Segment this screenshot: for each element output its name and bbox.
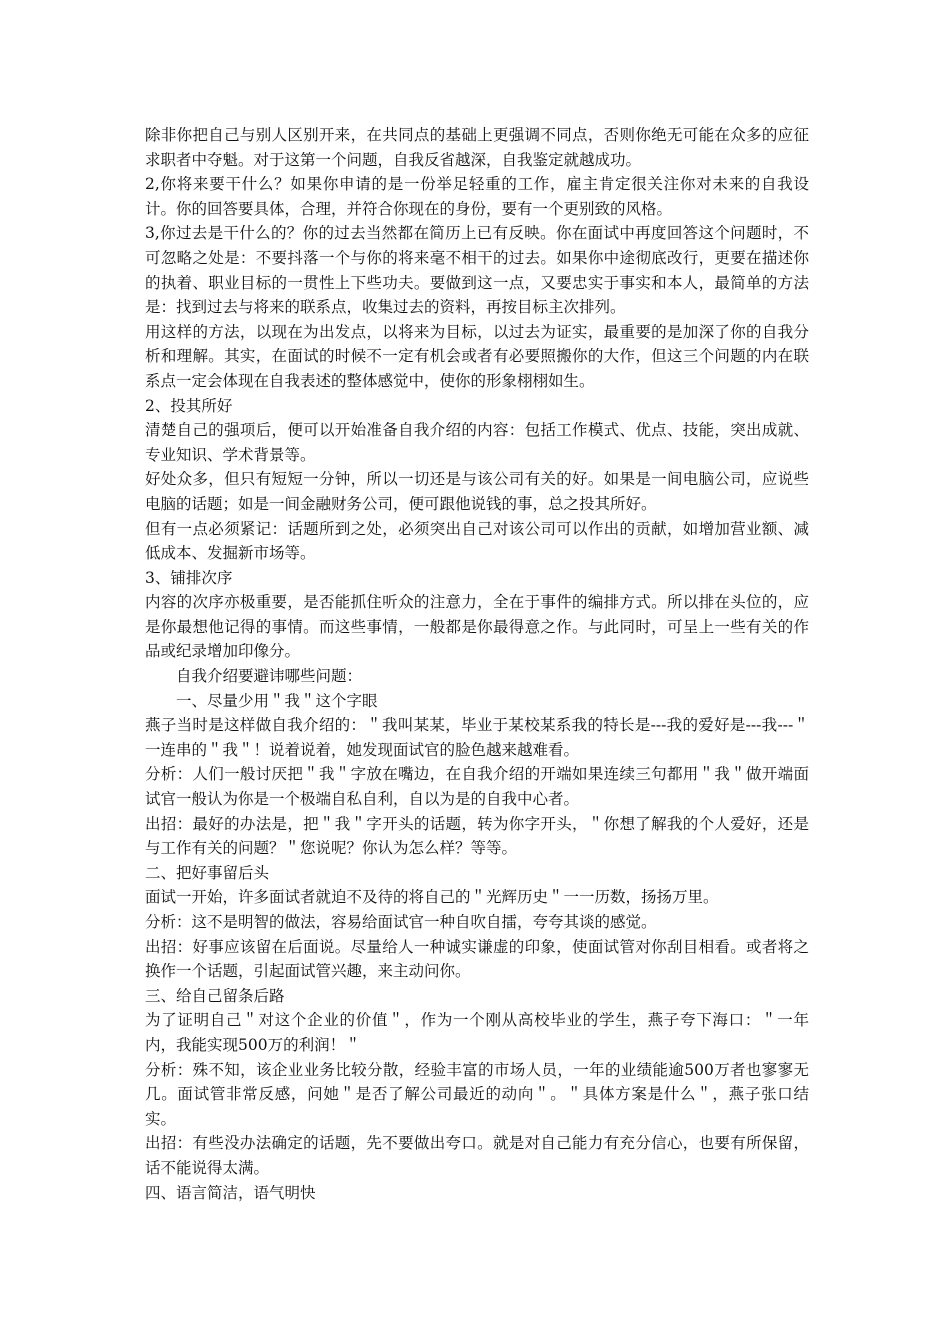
section-heading: 四、语言简洁，语气明快 [145,1183,316,1202]
paragraph: 为了证明自己＂对这个企业的价值＂，作为一个刚从高校毕业的学生，燕子夸下海口：＂一年内，我能实现500万的利润！＂ [145,1011,809,1054]
paragraph: 除非你把自己与别人区别开来，在共同点的基础上更强调不同点，否则你绝无可能在众多的应征求职者中夺魁。对于这第一个问题，自我反省越深，自我鉴定就越成功。 [145,126,809,169]
paragraph: 出招：有些没办法确定的话题，先不要做出夸口。就是对自己能力有充分信心，也要有所保留，话不能说得太满。 [145,1134,809,1177]
paragraph: 但有一点必须紧记：话题所到之处，必须突出自己对该公司可以作出的贡献，如增加营业额、减低成本、发掘新市场等。 [145,519,809,563]
paragraph: 清楚自己的强项后，便可以开始准备自我介绍的内容：包括工作模式、优点、技能，突出成就、专业知识、学术背景等。 [145,421,809,464]
subheading: 自我介绍要避讳哪些问题： [176,667,363,686]
paragraph: 燕子当时是这样做自我介绍的：＂我叫某某，毕业于某校某系我的特长是---我的爱好是---我---＂一连串的＂我＂！说着说着，她发现面试官的脸色越来越难看。 [145,716,809,759]
section-heading: 二、把好事留后头 [145,863,270,882]
paragraph: 内容的次序亦极重要，是否能抓住听众的注意力，全在于事件的编排方式。所以排在头位的，应是你最想他记得的事情。而这些事情，一般都是你最得意之作。与此同时，可呈上一些有关的作品或纪录增加印像分。 [145,593,809,661]
section-heading: 3、铺排次序 [145,568,233,587]
paragraph: 分析：人们一般讨厌把＂我＂字放在嘴边，在自我介绍的开端如果连续三句都用＂我＂做开端面试官一般认为你是一个极端自私自利，自以为是的自我中心者。 [145,765,809,809]
paragraph: 面试一开始，许多面试者就迫不及待的将自己的＂光辉历史＂一一历数，扬扬万里。 [145,888,719,907]
paragraph: 好处众多，但只有短短一分钟，所以一切还是与该公司有关的好。如果是一间电脑公司，应说些电脑的话题；如是一间金融财务公司，便可跟他说钱的事，总之投其所好。 [145,470,809,513]
paragraph: 2,你将来要干什么？如果你申请的是一份举足轻重的工作，雇主肯定很关注你对未来的自我设计。你的回答要具体，合理，并符合你现在的身份，要有一个更别致的风格。 [145,175,809,218]
subheading: 一、尽量少用＂我＂这个字眼 [176,691,378,710]
paragraph: 3,你过去是干什么的？你的过去当然都在简历上已有反映。你在面试中再度回答这个问题时，不可忽略之处是：不要抖落一个与你的将来毫不相干的过去。如果你中途彻底改行，更要在描述你的执着、职业目标的一贯性上下些功夫。要做到这一点，又要忠实于事实和本人，最简单的方法是：找到过去与将来的联系点，收集过去的资料，再按目标主次排列。 [145,224,809,317]
document-body [145,123,809,1205]
paragraph: 出招：最好的办法是，把＂我＂字开头的话题，转为你字开头，＂你想了解我的个人爱好，还是与工作有关的问题？＂您说呢？你认为怎么样？等等。 [145,814,809,858]
paragraph: 出招：好事应该留在后面说。尽量给人一种诚实谦虚的印象，使面试管对你刮目相看。或者将之换作一个话题，引起面试管兴趣，来主动问你。 [145,937,809,981]
paragraph: 分析：殊不知，该企业业务比较分散，经验丰富的市场人员，一年的业绩能逾500万者也寥寥无几。面试管非常反感，问她＂是否了解公司最近的动向＂。＂具体方案是什么＂，燕子张口结实。 [145,1060,809,1128]
paragraph: 用这样的方法，以现在为出发点，以将来为目标，以过去为证实，最重要的是加深了你的自我分析和理解。其实，在面试的时候不一定有机会或者有必要照搬你的大作，但这三个问题的内在联系点一定会体现在自我表述的整体感觉中，使你的形象栩栩如生。 [145,322,809,390]
paragraph: 分析：这不是明智的做法，容易给面试官一种自吹自擂，夸夸其谈的感觉。 [145,913,657,931]
section-heading: 三、给自己留条后路 [145,986,285,1005]
section-heading: 2、投其所好 [145,396,233,415]
